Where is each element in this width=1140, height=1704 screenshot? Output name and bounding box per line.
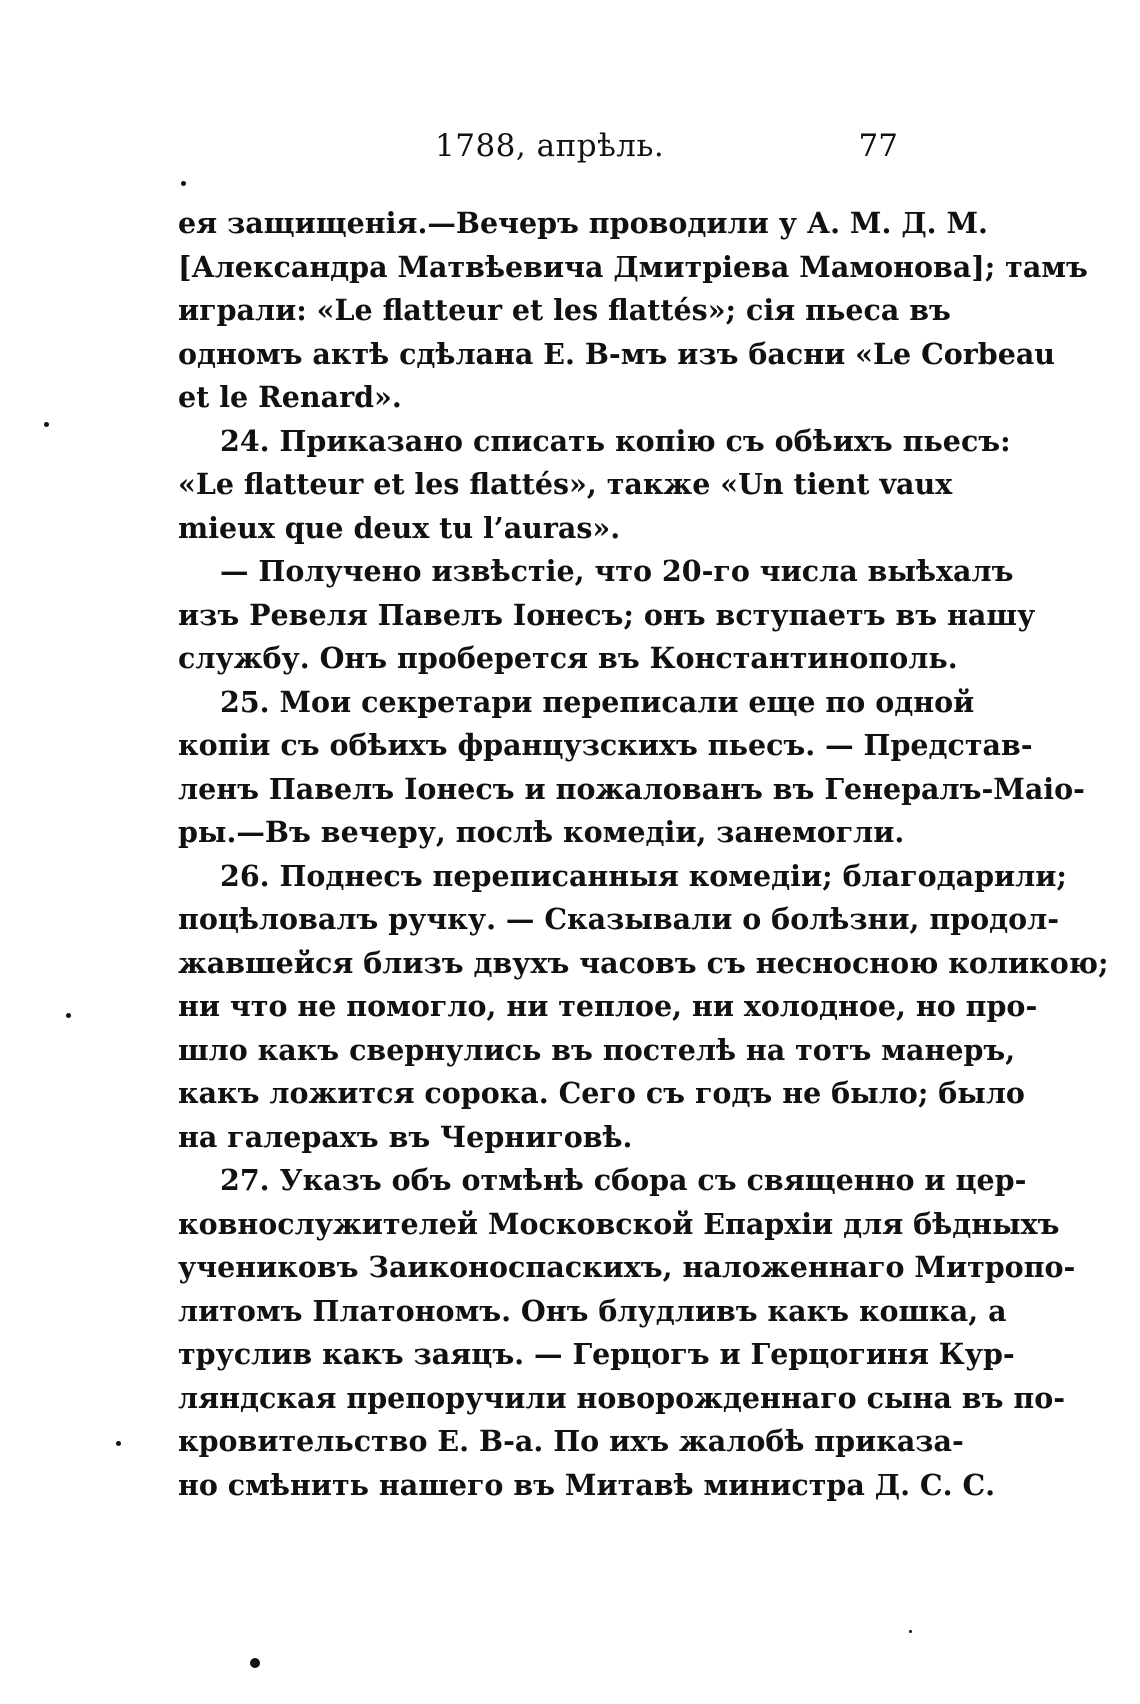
text-line: ляндская препоручили новорожденнаго сына въ по- [178, 1380, 1066, 1415]
text-line: кровительство Е. В-а. По ихъ жалобѣ приказа- [178, 1424, 964, 1458]
text-line: 27. Указъ объ отмѣнѣ сбора съ священно и цер- [220, 1163, 1027, 1197]
text-line: службу. Онъ проберется въ Константинополь. [178, 641, 958, 675]
text-line: et le Renard». [178, 380, 402, 414]
text-line: литомъ Платономъ. Онъ блудливъ какъ кошка, а [178, 1293, 1007, 1328]
text-line: 26. Поднесъ переписанныя комедіи; благодарили; [220, 858, 1067, 893]
text-line: — Получено извѣстіе, что 20-го числа выѣхалъ [220, 554, 1014, 588]
text-line: ни что не помогло, ни теплое, ни холодное, но про- [178, 989, 1038, 1023]
text-line: ленъ Павелъ Іонесъ и пожалованъ въ Генералъ-Маіо- [178, 771, 1085, 806]
text-line: ковнослужителей Московской Епархіи для бѣдныхъ [178, 1206, 1060, 1241]
text-line: «Le flatteur et les flattés», также «Un tient vaux [178, 467, 953, 501]
page-number: 77 [858, 128, 898, 164]
text-line: труслив какъ заяцъ. — Герцогъ и Герцогиня Кур- [178, 1337, 1015, 1371]
running-head [178, 128, 898, 172]
text-line: копіи съ обѣихъ французскихъ пьесъ. — Представ- [178, 728, 1033, 762]
text-line: mieux que deux tu l’auras». [178, 510, 621, 545]
text-line: на галерахъ въ Черниговѣ. [178, 1119, 633, 1154]
print-speck [116, 1441, 121, 1446]
text-line: какъ ложится сорока. Сего съ годъ не было; было [178, 1076, 1025, 1110]
print-speck [250, 1658, 260, 1668]
text-line: 25. Мои секретари переписали еще по одной [220, 684, 975, 719]
print-speck [181, 181, 186, 186]
text-line: шло какъ свернулись въ постелѣ на тотъ манеръ, [178, 1032, 1016, 1067]
text-line: [Александра Матвѣевича Дмитріева Мамонова]; тамъ [178, 249, 1088, 284]
running-title: 1788, апрѣль. [435, 128, 665, 164]
text-line: ры.—Въ вечеру, послѣ комедіи, занемогли. [178, 815, 905, 849]
text-line: ея защищенія.—Вечеръ проводили у А. М. Д. М. [178, 206, 988, 240]
text-line: учениковъ Заиконоспаскихъ, наложеннаго Митропо- [178, 1250, 1076, 1284]
text-line: поцѣловалъ ручку. — Сказывали о болѣзни, продол- [178, 902, 1060, 936]
text-line: играли: «Le flatteur et les flattés»; сія пьеса въ [178, 293, 951, 327]
print-speck [44, 422, 49, 427]
text-line: изъ Ревеля Павелъ Іонесъ; онъ вступаетъ въ нашу [178, 597, 1036, 632]
text-line: но смѣнить нашего въ Митавѣ министра Д. С. С. [178, 1467, 996, 1502]
print-speck [66, 1013, 71, 1018]
body-text [178, 202, 1109, 1507]
text-line: жавшейся близъ двухъ часовъ съ несносною коликою; [178, 945, 1109, 980]
print-speck [909, 1630, 912, 1633]
text-line: 24. Приказано списать копію съ обѣихъ пьесъ: [220, 423, 1011, 458]
text-line: одномъ актѣ сдѣлана Е. В-мъ изъ басни «Le Corbeau [178, 336, 1056, 371]
